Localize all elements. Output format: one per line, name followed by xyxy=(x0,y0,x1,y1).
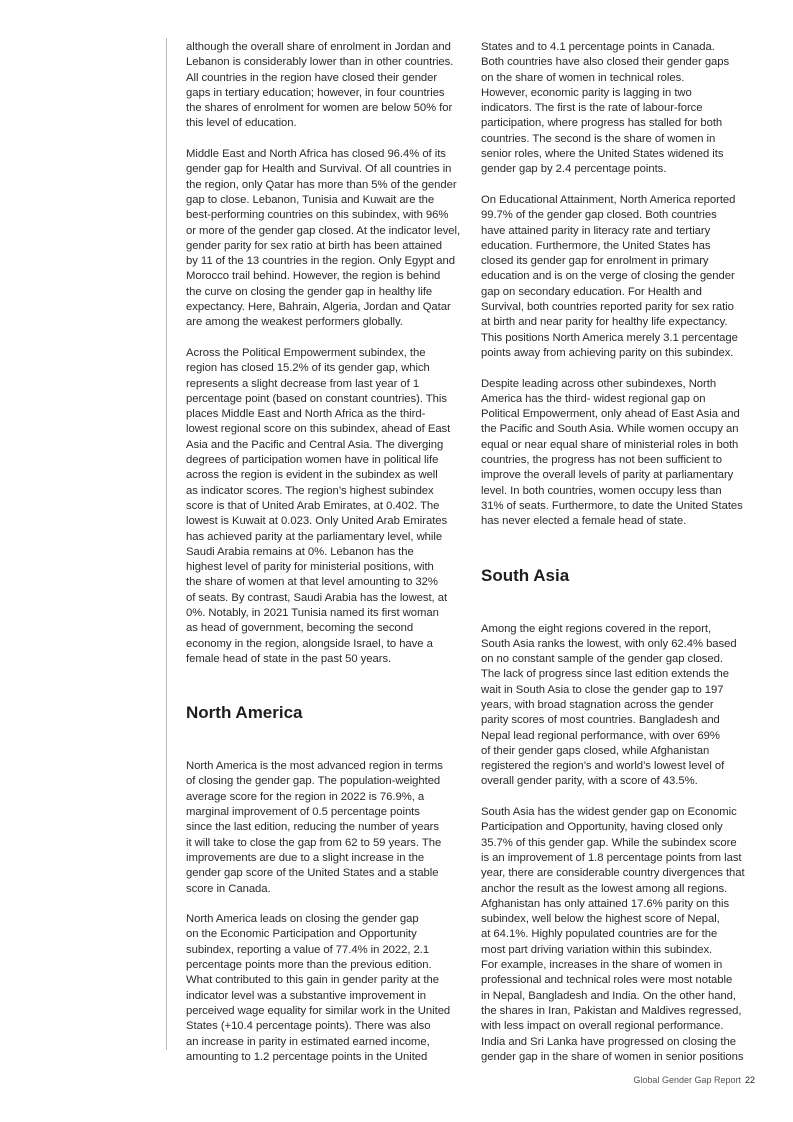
text-line: of their gender gaps closed, while Afghanistan xyxy=(481,744,710,757)
text-line: gap on secondary education. For Health and xyxy=(481,285,702,298)
text-line: the curve on closing the gender gap in healthy life xyxy=(186,285,433,298)
text-line: the Pacific and South Asia. While women occupy an xyxy=(481,423,739,436)
text-line: score is that of United Arab Emirates, at 0.402. The xyxy=(186,499,440,512)
text-line: gender gap for Health and Survival. Of all countries in xyxy=(186,163,452,176)
text-line: However, economic parity is lagging in two xyxy=(481,86,692,99)
text-line: gender parity for sex ratio at birth has been attained xyxy=(186,239,443,252)
text-line: female head of state in the past 50 years. xyxy=(186,652,392,665)
text-line: South Asia ranks the lowest, with only 62.4% based xyxy=(481,637,737,650)
text-line: with less impact on overall regional performance. xyxy=(481,1020,724,1033)
text-line: most part driving variation within this subindex. xyxy=(481,943,713,956)
text-line: North America leads on closing the gender gap xyxy=(186,913,419,926)
text-line: as indicator scores. The region’s highest subindex xyxy=(186,484,434,497)
text-line: percentage point (based on constant countries). This xyxy=(186,392,447,405)
text-line: senior roles, where the United States widened its xyxy=(481,148,724,161)
text-line: places Middle East and North Africa as the third- xyxy=(186,408,426,421)
text-line: highest level of parity for ministerial positions, with xyxy=(186,561,434,574)
text-line: parity scores of most countries. Bangladesh and xyxy=(481,714,720,727)
text-line: perceived wage equality for similar work in the United xyxy=(186,1004,451,1017)
text-line: is an improvement of 1.8 percentage points from last xyxy=(481,851,742,864)
text-line: Afghanistan has only attained 17.6% parity on this xyxy=(481,897,730,910)
text-line: countries. The second is the share of women in xyxy=(481,132,716,145)
text-line: an increase in parity in estimated earned income, xyxy=(186,1035,430,1048)
text-line: the shares in Iran, Pakistan and Maldives regressed, xyxy=(481,1004,742,1017)
paragraph-na-political xyxy=(481,377,759,530)
text-line: Middle East and North Africa has closed 96.4% of its xyxy=(186,148,446,161)
paragraph-na-economic-continued xyxy=(481,40,759,178)
text-line: Among the eight regions covered in the report, xyxy=(481,622,712,635)
text-line: professional and technical roles were most notable xyxy=(481,974,733,987)
text-line: On Educational Attainment, North America reported xyxy=(481,193,736,206)
text-line: the region, only Qatar has more than 5% of the gender xyxy=(186,178,457,191)
text-line: South Asia has the widest gender gap on Economic xyxy=(481,806,737,819)
text-line: gender gap in the share of women in senior positions xyxy=(481,1050,744,1063)
right-column xyxy=(481,40,759,1065)
text-line: best-performing countries on this subindex, with 96% xyxy=(186,209,449,222)
text-line: lowest regional score on this subindex, ahead of East xyxy=(186,423,451,436)
text-line: of seats. By contrast, Saudi Arabia has the lowest, at xyxy=(186,591,448,604)
text-line: marginal improvement of 0.5 percentage points xyxy=(186,806,420,819)
text-line: have attained parity in literacy rate and tertiary xyxy=(481,224,711,237)
text-line: points away from achieving parity on this subindex. xyxy=(481,346,734,359)
text-line: improve the overall levels of parity at parliamentary xyxy=(481,469,734,482)
text-line: Despite leading across other subindexes, North xyxy=(481,377,717,390)
text-line: gender gap score of the United States and a stable xyxy=(186,867,439,880)
text-line: lowest is Kuwait at 0.023. Only United Arab Emirates xyxy=(186,515,448,528)
text-line: participation, where progress has stalled for both xyxy=(481,117,723,130)
text-line: India and Sri Lanka have progressed on closing the xyxy=(481,1035,736,1048)
text-line: States (+10.4 percentage points). There was also xyxy=(186,1020,431,1033)
text-line: overall gender parity, with a score of 43.5%. xyxy=(481,775,698,788)
text-line: years, with broad stagnation across the gender xyxy=(481,698,714,711)
page-footer xyxy=(633,1075,755,1085)
text-line: 0%. Notably, in 2021 Tunisia named its first woman xyxy=(186,606,439,619)
text-line: America has the third- widest regional gap on xyxy=(481,392,706,405)
text-line: subindex, well below the highest score of Nepal, xyxy=(481,913,720,926)
text-line: the share of women at that level amounting to 32% xyxy=(186,576,438,589)
text-line: education. Furthermore, the United States has xyxy=(481,239,711,252)
text-line: region has closed 15.2% of its gender gap, which xyxy=(186,362,430,375)
text-line: Participation and Opportunity, having closed only xyxy=(481,821,723,834)
text-line: in Nepal, Bangladesh and India. On the other hand, xyxy=(481,989,737,1002)
paragraph-mena-political xyxy=(186,346,464,667)
text-line: amounting to 1.2 percentage points in the United xyxy=(186,1050,428,1063)
paragraph-mena-health xyxy=(186,147,464,331)
paragraph-sa-intro xyxy=(481,622,759,790)
text-line: has achieved parity at the parliamentary level, while xyxy=(186,530,443,543)
text-line: by 11 of the 13 countries in the region. Only Egypt and xyxy=(186,255,455,268)
text-line: although the overall share of enrolment in Jordan and xyxy=(186,41,451,53)
text-line: or more of the gender gap closed. At the indicator level, xyxy=(186,224,461,237)
text-line: Asia and the Pacific and Central Asia. The diverging xyxy=(186,438,444,451)
column-divider xyxy=(166,38,167,1050)
footer-report-title: Global Gender Gap Report xyxy=(633,1075,741,1085)
text-line: level. In both countries, women occupy less than xyxy=(481,484,722,497)
text-line: North America is the most advanced region in terms xyxy=(186,760,443,773)
text-line: gaps in tertiary education; however, in four countries xyxy=(186,86,445,99)
text-line: percentage points more than the previous edition. xyxy=(186,959,432,972)
text-line: subindex, reporting a value of 77.4% in 2022, 2.1 xyxy=(186,943,430,956)
paragraph-na-intro xyxy=(186,759,464,897)
left-column xyxy=(186,40,464,1065)
text-line: Both countries have also closed their gender gaps xyxy=(481,56,730,69)
text-line: this level of education. xyxy=(186,117,297,130)
text-line: at birth and near parity for healthy life expectancy. xyxy=(481,316,728,329)
text-line: All countries in the region have closed their gender xyxy=(186,71,438,84)
text-line: 35.7% of this gender gap. While the subindex score xyxy=(481,836,737,849)
text-line: the shares of enrolment for women are below 50% for xyxy=(186,102,453,115)
text-line: anchor the result as the lowest among all regions. xyxy=(481,882,728,895)
text-line: on the share of women in technical roles. xyxy=(481,71,685,84)
section-heading-north-america: North America xyxy=(186,703,303,723)
text-line: equal or near equal share of ministerial roles in both xyxy=(481,438,739,451)
text-line: Lebanon is considerably lower than in other countries. xyxy=(186,56,454,69)
page-number: 22 xyxy=(744,1075,755,1085)
text-line: Morocco trail behind. However, the region is behind xyxy=(186,270,441,283)
text-line: score in Canada. xyxy=(186,882,271,895)
text-line: improvements are due to a slight increase in the xyxy=(186,851,425,864)
text-line: Political Empowerment, only ahead of East Asia and xyxy=(481,408,740,421)
text-line: has never elected a female head of state. xyxy=(481,515,687,528)
text-line: Nepal lead regional performance, with over 69% xyxy=(481,729,720,742)
text-line: expectancy. Here, Bahrain, Algeria, Jordan and Qatar xyxy=(186,301,451,314)
text-line: of closing the gender gap. The population-weighted xyxy=(186,775,441,788)
text-line: indicator level was a substantive improvement in xyxy=(186,989,426,1002)
paragraph-mena-education xyxy=(186,40,464,132)
text-line: This positions North America merely 3.1 percentage xyxy=(481,331,738,344)
text-line: 31% of seats. Furthermore, to date the United States xyxy=(481,499,743,512)
text-line: indicators. The first is the rate of labour-force xyxy=(481,102,703,115)
paragraph-sa-economic xyxy=(481,805,759,1065)
text-line: economy in the region, alongside Israel, to have a xyxy=(186,637,433,650)
text-line: degrees of participation women have in political life xyxy=(186,454,439,467)
text-line: closed its gender gap for enrolment in primary xyxy=(481,255,709,268)
text-line: What contributed to this gain in gender parity at the xyxy=(186,974,439,987)
text-line: The lack of progress since last edition extends the xyxy=(481,668,730,681)
section-heading-south-asia: South Asia xyxy=(481,565,570,585)
paragraph-na-education xyxy=(481,193,759,361)
text-line: on the Economic Participation and Opportunity xyxy=(186,928,417,941)
text-line: For example, increases in the share of women in xyxy=(481,959,723,972)
text-line: at 64.1%. Highly populated countries are for the xyxy=(481,928,718,941)
text-line: on no constant sample of the gender gap closed. xyxy=(481,653,723,666)
text-line: since the last edition, reducing the number of years xyxy=(186,821,439,834)
text-line: gap to close. Lebanon, Tunisia and Kuwait are the xyxy=(186,193,435,206)
text-line: countries, the progress has not been sufficient to xyxy=(481,454,722,467)
text-line: Across the Political Empowerment subindex, the xyxy=(186,346,426,359)
text-line: education and is on the verge of closing the gender xyxy=(481,270,735,283)
paragraph-na-economic xyxy=(186,912,464,1065)
text-line: represents a slight decrease from last year of 1 xyxy=(186,377,420,390)
text-line: Saudi Arabia remains at 0%. Lebanon has the xyxy=(186,545,414,558)
text-line: Survival, both countries reported parity for sex ratio xyxy=(481,301,734,314)
text-line: average score for the region in 2022 is 76.9%, a xyxy=(186,790,425,803)
text-line: as head of government, becoming the second xyxy=(186,622,414,635)
text-line: States and to 4.1 percentage points in Canada. xyxy=(481,41,715,53)
text-line: gender gap by 2.4 percentage points. xyxy=(481,163,667,176)
text-line: 99.7% of the gender gap closed. Both countries xyxy=(481,209,717,222)
text-line: year, there are considerable country divergences that xyxy=(481,867,745,880)
text-line: wait in South Asia to close the gender gap to 197 xyxy=(481,683,724,696)
text-line: across the region is evident in the subindex as well xyxy=(186,469,438,482)
text-line: are among the weakest performers globally. xyxy=(186,316,403,329)
text-line: registered the region’s and world’s lowest level of xyxy=(481,760,725,773)
text-line: it will take to close the gap from 62 to 59 years. The xyxy=(186,836,442,849)
